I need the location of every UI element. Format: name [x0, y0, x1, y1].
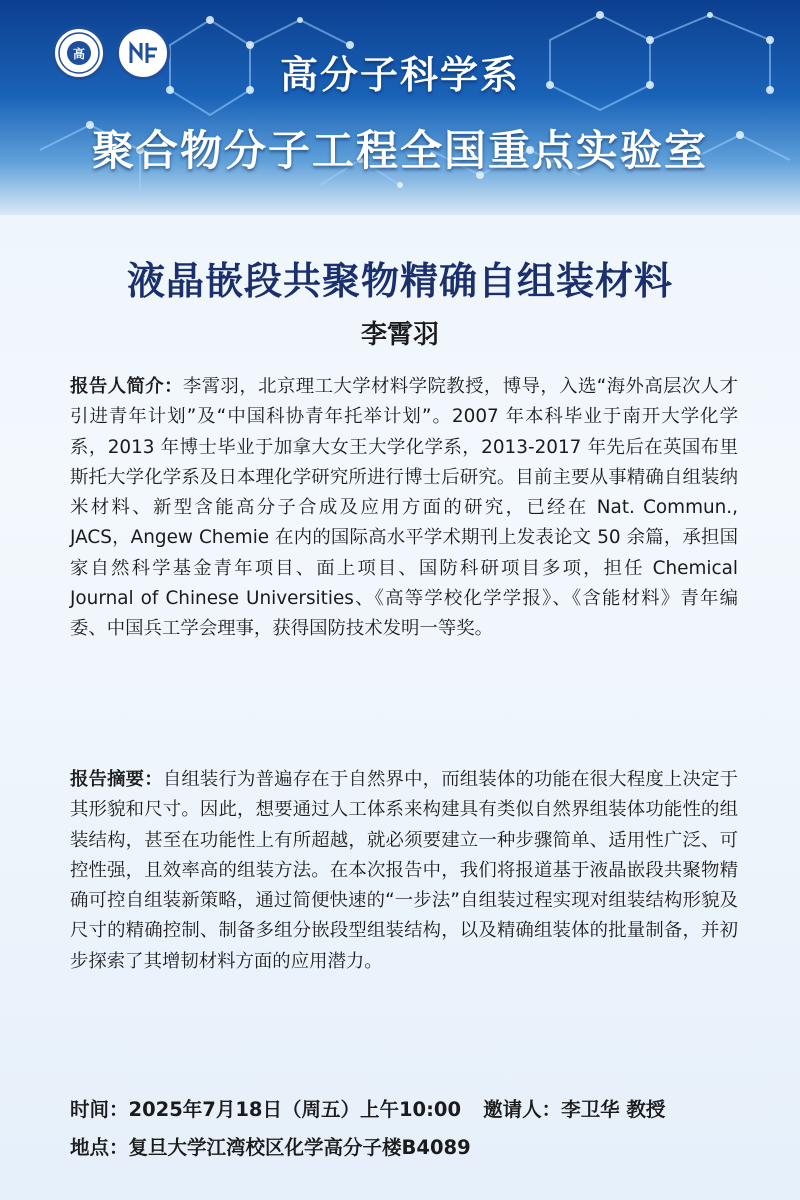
- bio-text: 李霄羽，北京理工大学材料学院教授，博导，入选“海外高层次人才引进青年计划”及“中国科协青年托举计划”。2007 年本科毕业于南开大学化学系，2013 年博士毕业于加拿大女王大学化学系，2013-2017 年先后在英国布里斯托大学化学系及日本理化学研究所进行博士后研究。目前主要从事精确自组装纳米材料、新型含能高分子合成及应用方面的研究，已经在 Nat. Commun., JACS，Angew Chemie 在内的国际高水平学术期刊上发表论文 50 余篇，承担国家自然科学基金青年项目、面上项目、国防科研项目多项，担任 Chemical Journal of Chinese Universities、《高等学校化学学报》、《含能材料》青年编委、中国兵工学会理事，获得国防技术发明一等奖。: [70, 376, 738, 640]
- talk-title: 液晶嵌段共聚物精确自组装材料: [126, 258, 673, 303]
- place-value: 复旦大学江湾校区化学高分子楼B4089: [128, 1136, 471, 1159]
- speaker-name: 李霄羽: [360, 320, 439, 350]
- abstract-text: 自组装行为普遍存在于自然界中，而组装体的功能在很大程度上决定于其形貌和尺寸。因此，想要通过人工体系来构建具有类似自然界组装体功能性的组装结构，甚至在功能性上有所超越，就必须要建立一种步骤简单、适用性广泛、可控性强，且效率高的组装方法。在本次报告中，我们将报道基于液晶嵌段共聚物精确可控自组装新策略，通过简便快速的“一步法”自组装过程实现对组装结构形貌及尺寸的精确控制、制备多组分嵌段型组装结构，以及精确组装体的批量制备，并初步探索了其增韧材料方面的应用潜力。: [70, 769, 738, 972]
- location-line: [70, 1132, 770, 1160]
- place-label: 地点：: [70, 1136, 129, 1159]
- inviter-value: 李卫华 教授: [561, 1098, 666, 1121]
- header-banner: [0, 0, 800, 215]
- svg-text:高: 高: [72, 47, 86, 61]
- department-name: 高分子科学系: [279, 53, 520, 97]
- bio-label: 报告人简介：: [70, 376, 183, 397]
- time-and-inviter-line: [70, 1094, 770, 1122]
- laboratory-name: 聚合物分子工程全国重点实验室: [91, 126, 708, 175]
- inviter-label: 邀请人：: [483, 1098, 562, 1121]
- speaker-bio: [70, 372, 738, 645]
- abstract-label: 报告摘要：: [70, 769, 163, 790]
- talk-abstract: [70, 765, 738, 977]
- time-label: 时间：: [70, 1098, 129, 1121]
- time-value: 2025年7月18日（周五）上午10:00: [128, 1098, 462, 1121]
